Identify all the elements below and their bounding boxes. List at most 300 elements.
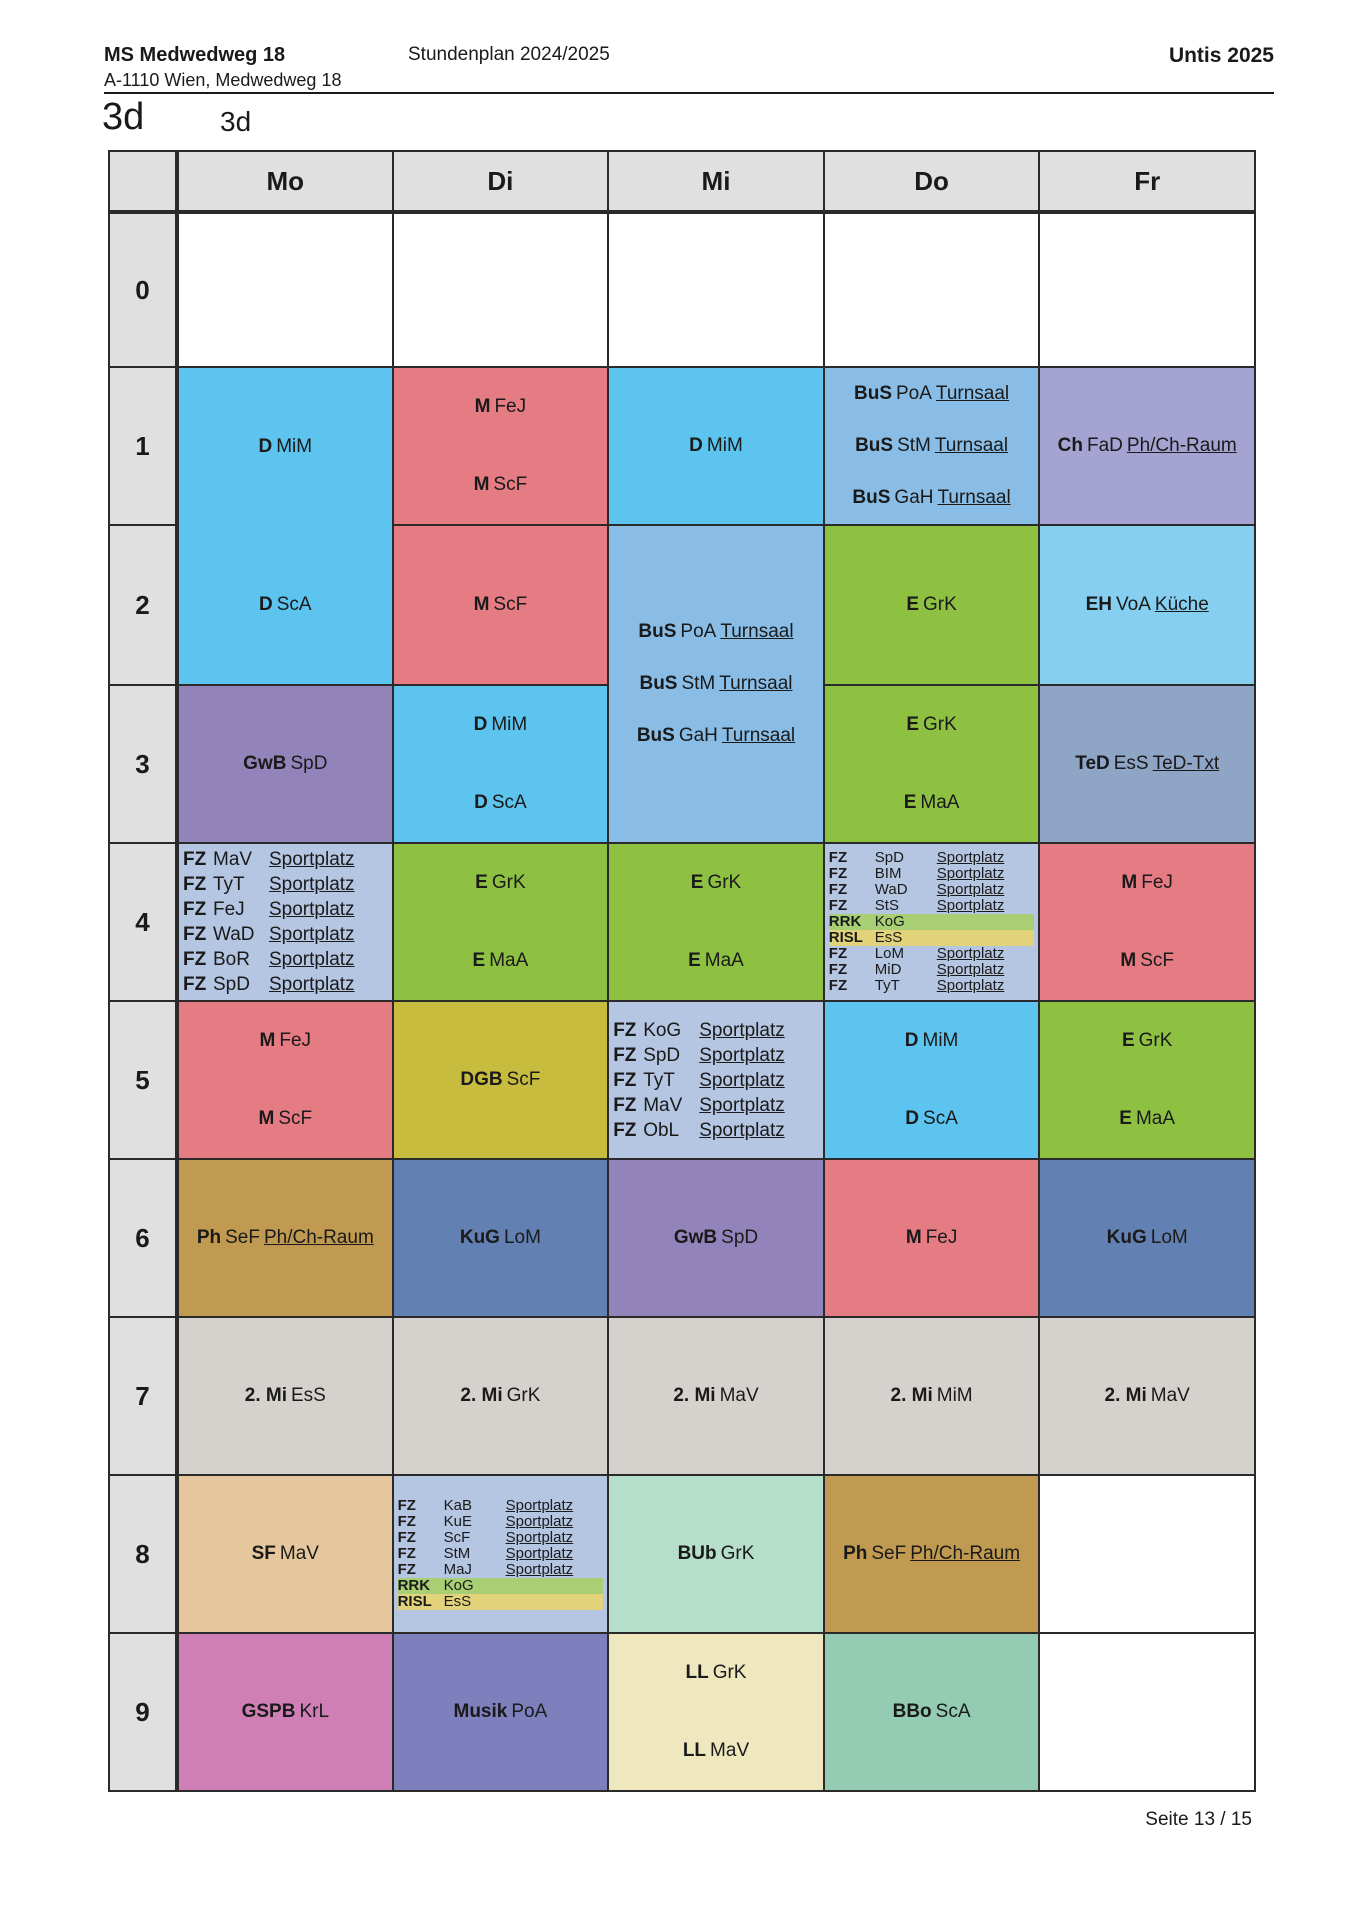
- teacher-code: ScF: [1140, 950, 1174, 971]
- lesson-entry: [1075, 753, 1219, 775]
- lesson-entry: [854, 383, 1009, 405]
- lesson-entry: [613, 1068, 819, 1093]
- lesson-entry: [398, 1546, 604, 1562]
- subject-code: E: [903, 792, 917, 813]
- lesson-list: [609, 1018, 823, 1143]
- lesson-entry: [683, 1740, 749, 1762]
- teacher-code: StS: [874, 897, 899, 914]
- lesson-block: [179, 1476, 392, 1632]
- teacher-code: EsS: [443, 1593, 472, 1610]
- lesson-entry: [855, 435, 1008, 457]
- lesson-entry: [474, 474, 528, 496]
- lesson-entry: [243, 753, 327, 775]
- lesson-entry: [259, 594, 312, 616]
- teacher-code: BoR: [213, 949, 250, 970]
- subject-code: D: [259, 594, 273, 615]
- lesson-cell[interactable]: [177, 1475, 393, 1633]
- lesson-cell[interactable]: [824, 685, 1040, 843]
- lesson-block: [1040, 1160, 1254, 1316]
- subject-code: EH: [1085, 594, 1113, 615]
- room-link: Sportplatz: [269, 949, 355, 970]
- page-number: Seite 13 / 15: [1145, 1809, 1252, 1830]
- lesson-block: [609, 368, 823, 524]
- lesson-block: [825, 368, 1039, 524]
- subject-code: GSPB: [241, 1701, 296, 1722]
- lesson-entry: [691, 872, 741, 894]
- subject-code: D: [474, 792, 488, 813]
- lesson-entry: [906, 714, 956, 736]
- period-label: 5: [109, 1001, 177, 1159]
- period-label: 1: [109, 367, 177, 525]
- lesson-block: [825, 1476, 1039, 1632]
- lesson-entry: [1058, 435, 1237, 457]
- lesson-cell[interactable]: [177, 1159, 393, 1317]
- teacher-code: GrK: [720, 1543, 755, 1564]
- school-name: MS Medwedweg 18: [104, 44, 286, 66]
- subject-code: FZ: [397, 1545, 416, 1562]
- lesson-cell[interactable]: [393, 843, 609, 1001]
- day-header-mi: Mi: [608, 151, 824, 212]
- period-label: 6: [109, 1159, 177, 1317]
- room-link: Turnsaal: [720, 621, 794, 642]
- lesson-block: [609, 1318, 823, 1474]
- teacher-code: MiM: [276, 436, 313, 457]
- lesson-cell[interactable]: [393, 1633, 609, 1791]
- subject-code: 2. Mi: [244, 1385, 287, 1406]
- subject-code: FZ: [613, 1069, 637, 1091]
- lesson-entry: [843, 1543, 1020, 1565]
- subject-code: FZ: [828, 865, 848, 882]
- lesson-block: [394, 368, 608, 524]
- teacher-code: GrK: [923, 714, 957, 735]
- teacher-code: KrL: [299, 1701, 330, 1722]
- lesson-cell[interactable]: [608, 843, 824, 1001]
- lesson-entry: [637, 725, 795, 747]
- empty-slot: [824, 212, 1040, 367]
- day-header-di: Di: [393, 151, 609, 212]
- teacher-code: TyT: [213, 874, 245, 895]
- subject-code: BuS: [636, 725, 675, 746]
- lesson-entry: [829, 914, 1035, 930]
- lesson-cell[interactable]: [393, 367, 609, 525]
- teacher-code: MiD: [874, 961, 902, 978]
- teacher-code: PoA: [680, 621, 717, 642]
- lesson-entry: [398, 1498, 604, 1514]
- subject-code: FZ: [828, 945, 848, 962]
- room-link: Sportplatz: [936, 881, 1005, 898]
- teacher-code: MaV: [643, 1094, 683, 1116]
- subject-code: BuS: [854, 383, 892, 404]
- empty-slot: [608, 212, 824, 367]
- lesson-entry: [398, 1530, 604, 1546]
- lesson-cell[interactable]: [824, 1159, 1040, 1317]
- teacher-code: SeF: [871, 1543, 907, 1564]
- subject-code: D: [689, 435, 703, 456]
- lesson-cell[interactable]: [177, 367, 393, 685]
- lesson-cell[interactable]: [393, 525, 609, 685]
- lesson-entry: [613, 1018, 819, 1043]
- room-link: Sportplatz: [269, 924, 355, 945]
- lesson-block: [179, 686, 392, 842]
- teacher-code: FaD: [1086, 435, 1123, 456]
- lesson-cell[interactable]: [608, 1001, 824, 1159]
- subject-code: RRK: [397, 1577, 431, 1594]
- subject-code: M: [473, 474, 490, 495]
- teacher-code: GaH: [894, 487, 934, 508]
- period-label: 7: [109, 1317, 177, 1475]
- lesson-cell[interactable]: [393, 1317, 609, 1475]
- lesson-entry: [183, 872, 388, 897]
- lesson-list: [179, 847, 392, 997]
- lesson-entry: [183, 947, 388, 972]
- teacher-code: LoM: [1150, 1227, 1188, 1248]
- lesson-block: [394, 1634, 608, 1790]
- room-link: Sportplatz: [505, 1529, 574, 1546]
- lesson-entry: [638, 621, 793, 643]
- teacher-code: ScF: [506, 1069, 541, 1090]
- teacher-code: FeJ: [279, 1030, 312, 1051]
- day-header-mo: Mo: [177, 151, 393, 212]
- empty-slot: [393, 212, 609, 367]
- period-label: 2: [109, 525, 177, 685]
- room-link: Sportplatz: [269, 974, 355, 995]
- room-link: Sportplatz: [699, 1094, 785, 1116]
- room-link: Sportplatz: [936, 865, 1005, 882]
- teacher-code: MaV: [1150, 1385, 1190, 1406]
- lesson-entry: [398, 1514, 604, 1530]
- lesson-cell[interactable]: [1039, 685, 1255, 843]
- lesson-cell[interactable]: [824, 1317, 1040, 1475]
- teacher-code: StM: [897, 435, 931, 456]
- teacher-code: EsS: [290, 1385, 326, 1406]
- teacher-code: GaH: [678, 725, 718, 746]
- teacher-code: MiM: [491, 714, 528, 735]
- day-header-fr: Fr: [1039, 151, 1255, 212]
- subject-code: Musik: [453, 1701, 508, 1722]
- subject-code: TeD: [1075, 753, 1110, 774]
- lesson-cell[interactable]: [1039, 1317, 1255, 1475]
- lesson-cell[interactable]: [608, 1475, 824, 1633]
- subject-code: FZ: [183, 874, 207, 895]
- lesson-block: [179, 1160, 392, 1316]
- lesson-cell[interactable]: [1039, 843, 1255, 1001]
- lesson-entry: [475, 396, 527, 418]
- lesson-entry: [906, 1227, 958, 1249]
- subject-code: 2. Mi: [1104, 1385, 1147, 1406]
- subject-code: FZ: [183, 924, 207, 945]
- teacher-code: BIM: [874, 865, 902, 882]
- teacher-code: KuE: [443, 1513, 472, 1530]
- lesson-cell[interactable]: [393, 1159, 609, 1317]
- teacher-code: FeJ: [213, 899, 245, 920]
- teacher-code: GrK: [491, 872, 526, 893]
- lesson-entry: [613, 1043, 819, 1068]
- lesson-cell[interactable]: [608, 367, 824, 525]
- subject-code: E: [475, 872, 488, 893]
- lesson-cell[interactable]: [1039, 525, 1255, 685]
- lesson-entry: [678, 1543, 755, 1565]
- subject-code: BuS: [638, 621, 677, 642]
- lesson-cell[interactable]: [1039, 1001, 1255, 1159]
- subject-code: M: [473, 594, 490, 615]
- teacher-code: GrK: [707, 872, 742, 893]
- teacher-code: MaV: [719, 1385, 759, 1406]
- teacher-code: ScA: [935, 1701, 971, 1722]
- room-link: Sportplatz: [505, 1513, 574, 1530]
- lesson-entry: [829, 850, 1035, 866]
- lesson-entry: [398, 1594, 604, 1610]
- period-label: 3: [109, 685, 177, 843]
- lesson-block: [1040, 686, 1254, 842]
- subject-code: RRK: [828, 913, 862, 930]
- teacher-code: MaV: [213, 849, 253, 870]
- subject-code: BuS: [855, 435, 894, 456]
- lesson-cell[interactable]: [824, 525, 1040, 685]
- teacher-code: SpD: [721, 1227, 759, 1248]
- room-link: Turnsaal: [937, 487, 1011, 508]
- room-link: Ph/Ch-Raum: [1126, 435, 1237, 456]
- lesson-cell[interactable]: [177, 1317, 393, 1475]
- subject-code: E: [688, 950, 701, 971]
- subject-code: FZ: [397, 1497, 416, 1514]
- room-link: Sportplatz: [699, 1119, 785, 1141]
- lesson-cell[interactable]: [824, 367, 1040, 525]
- subject-code: M: [1121, 872, 1138, 893]
- lesson-block: [394, 1002, 608, 1158]
- lesson-entry: [245, 1385, 326, 1407]
- lesson-block: [1040, 368, 1254, 524]
- lesson-entry: [460, 1385, 540, 1407]
- subject-code: M: [474, 396, 491, 417]
- lesson-block: [609, 1634, 823, 1790]
- room-link: Turnsaal: [721, 725, 796, 746]
- teacher-code: ObL: [643, 1119, 680, 1141]
- empty-slot: [1039, 1475, 1255, 1633]
- lesson-entry: [639, 673, 792, 695]
- subject-code: FZ: [828, 849, 848, 866]
- subject-code: D: [473, 714, 488, 735]
- teacher-code: WaD: [874, 881, 908, 898]
- lesson-entry: [474, 594, 528, 616]
- room-link: Sportplatz: [505, 1561, 574, 1578]
- lesson-cell[interactable]: [177, 843, 393, 1001]
- room-link: Sportplatz: [936, 961, 1005, 978]
- lesson-block: [394, 527, 608, 683]
- lesson-list: [394, 1498, 608, 1610]
- lesson-block: [1040, 844, 1254, 1000]
- teacher-code: LoM: [503, 1227, 541, 1248]
- subject-code: Ph: [196, 1227, 222, 1248]
- subject-code: 2. Mi: [460, 1385, 503, 1406]
- lesson-entry: [613, 1093, 819, 1118]
- room-link: Sportplatz: [269, 874, 355, 895]
- teacher-code: ScA: [491, 792, 527, 813]
- lesson-block: [825, 686, 1039, 842]
- subject-code: D: [904, 1030, 919, 1051]
- teacher-code: FeJ: [925, 1227, 958, 1248]
- teacher-code: MaA: [1135, 1108, 1176, 1129]
- lesson-entry: [685, 1662, 746, 1684]
- subject-code: FZ: [183, 949, 207, 970]
- teacher-code: GrK: [1138, 1030, 1173, 1051]
- lesson-block: [1040, 1318, 1254, 1474]
- lesson-entry: [473, 950, 529, 972]
- lesson-entry: [197, 1227, 374, 1249]
- teacher-code: ScF: [493, 474, 528, 495]
- lesson-block: [825, 1002, 1039, 1158]
- lesson-block: [609, 844, 823, 1000]
- lesson-block: [609, 1476, 823, 1632]
- teacher-code: PoA: [511, 1701, 548, 1722]
- lesson-entry: [905, 1108, 958, 1130]
- lesson-cell[interactable]: [824, 843, 1040, 1001]
- lesson-entry: [689, 435, 743, 457]
- lesson-block: [825, 1318, 1039, 1474]
- subject-code: FZ: [613, 1019, 637, 1041]
- lesson-entry: [460, 1069, 540, 1091]
- lesson-entry: [829, 946, 1035, 962]
- lesson-cell[interactable]: [824, 1633, 1040, 1791]
- lesson-block: [394, 1318, 608, 1474]
- teacher-code: WaD: [213, 924, 255, 945]
- teacher-code: ScA: [923, 1108, 958, 1129]
- lesson-cell[interactable]: [608, 1317, 824, 1475]
- subject-code: SF: [251, 1543, 276, 1564]
- teacher-code: StM: [443, 1545, 471, 1562]
- empty-slot: [177, 212, 393, 367]
- room-link: Sportplatz: [269, 849, 355, 870]
- lesson-entry: [906, 594, 956, 616]
- teacher-code: TyT: [643, 1069, 675, 1091]
- subject-code: GwB: [243, 753, 287, 774]
- lesson-cell[interactable]: [1039, 1159, 1255, 1317]
- lesson-entry: [829, 898, 1035, 914]
- subject-code: M: [905, 1227, 922, 1248]
- room-link: Turnsaal: [934, 435, 1009, 456]
- subject-code: D: [905, 1108, 920, 1129]
- lesson-cell[interactable]: [608, 1633, 824, 1791]
- lesson-cell[interactable]: [393, 1001, 609, 1159]
- lesson-cell[interactable]: [608, 1159, 824, 1317]
- lesson-entry: [688, 950, 744, 972]
- empty-slot: [1039, 212, 1255, 367]
- class-name: 3d: [102, 96, 145, 138]
- lesson-entry: [460, 1227, 541, 1249]
- subject-code: LL: [682, 1740, 707, 1761]
- lesson-cell[interactable]: [824, 1475, 1040, 1633]
- subject-code: 2. Mi: [890, 1385, 933, 1406]
- subject-code: E: [906, 594, 920, 615]
- lesson-entry: [829, 866, 1035, 882]
- class-subtitle: 3d: [220, 106, 252, 137]
- room-link: Turnsaal: [719, 673, 793, 694]
- subject-code: FZ: [613, 1094, 637, 1116]
- teacher-code: PoA: [896, 383, 932, 404]
- teacher-code: SpD: [213, 974, 250, 995]
- subject-code: KuG: [459, 1227, 500, 1248]
- teacher-code: ScF: [493, 594, 528, 615]
- subject-code: M: [1120, 950, 1137, 971]
- room-link: Sportplatz: [699, 1019, 785, 1041]
- lesson-entry: [1107, 1227, 1188, 1249]
- subject-code: DGB: [460, 1069, 503, 1090]
- room-link: Sportplatz: [699, 1069, 785, 1091]
- corner-cell: [109, 151, 177, 212]
- subject-code: E: [906, 714, 920, 735]
- teacher-code: KoG: [643, 1019, 682, 1041]
- lesson-block: [825, 527, 1039, 683]
- teacher-code: MiM: [706, 435, 743, 456]
- teacher-code: ScF: [278, 1108, 313, 1129]
- teacher-code: MaJ: [443, 1561, 472, 1578]
- lesson-entry: [852, 487, 1010, 509]
- lesson-cell[interactable]: [1039, 367, 1255, 525]
- app-name: Untis 2025: [1168, 44, 1274, 67]
- lesson-entry: [829, 978, 1035, 994]
- lesson-cell[interactable]: [177, 685, 393, 843]
- teacher-code: FeJ: [494, 396, 527, 417]
- lesson-block: [1040, 1002, 1254, 1158]
- lesson-block: [825, 1160, 1039, 1316]
- subject-code: E: [690, 872, 704, 893]
- teacher-code: KoG: [443, 1577, 474, 1594]
- subject-code: FZ: [397, 1561, 416, 1578]
- header-divider: [104, 92, 1274, 94]
- lesson-block: [179, 1002, 392, 1158]
- teacher-code: EsS: [874, 929, 903, 946]
- lesson-block: [609, 1160, 823, 1316]
- teacher-code: MaA: [920, 792, 960, 813]
- lesson-cell[interactable]: [393, 685, 609, 843]
- teacher-code: MiM: [922, 1030, 959, 1051]
- lesson-entry: [891, 1385, 973, 1407]
- lesson-list: [825, 850, 1039, 994]
- teacher-code: VoA: [1116, 594, 1151, 615]
- room-link: Sportplatz: [269, 899, 355, 920]
- lesson-cell[interactable]: [608, 525, 824, 843]
- subject-code: RISL: [828, 929, 863, 946]
- lesson-block: [825, 1634, 1039, 1790]
- room-link: Küche: [1154, 594, 1209, 615]
- lesson-entry: [905, 1030, 959, 1052]
- teacher-code: KoG: [874, 913, 905, 930]
- room-link: Sportplatz: [699, 1044, 785, 1066]
- lesson-entry: [673, 1385, 758, 1407]
- teacher-code: ScF: [443, 1529, 471, 1546]
- subject-code: BuS: [639, 673, 678, 694]
- teacher-code: KaB: [443, 1497, 472, 1514]
- subject-code: FZ: [183, 899, 207, 920]
- teacher-code: MiM: [936, 1385, 973, 1406]
- teacher-code: MaV: [710, 1740, 750, 1761]
- lesson-block: [609, 606, 823, 762]
- subject-code: FZ: [613, 1044, 637, 1066]
- lesson-cell[interactable]: [824, 1001, 1040, 1159]
- lesson-entry: [398, 1578, 604, 1594]
- room-link: Sportplatz: [505, 1497, 574, 1514]
- lesson-block: [179, 1634, 392, 1790]
- lesson-block: [394, 686, 608, 842]
- lesson-cell[interactable]: [393, 1475, 609, 1633]
- room-link: Sportplatz: [505, 1545, 574, 1562]
- subject-code: RISL: [397, 1593, 432, 1610]
- lesson-entry: [1121, 872, 1173, 894]
- subject-code: M: [259, 1030, 276, 1051]
- lesson-cell[interactable]: [177, 1001, 393, 1159]
- lesson-entry: [829, 930, 1035, 946]
- lesson-cell[interactable]: [177, 1633, 393, 1791]
- room-link: Sportplatz: [936, 945, 1005, 962]
